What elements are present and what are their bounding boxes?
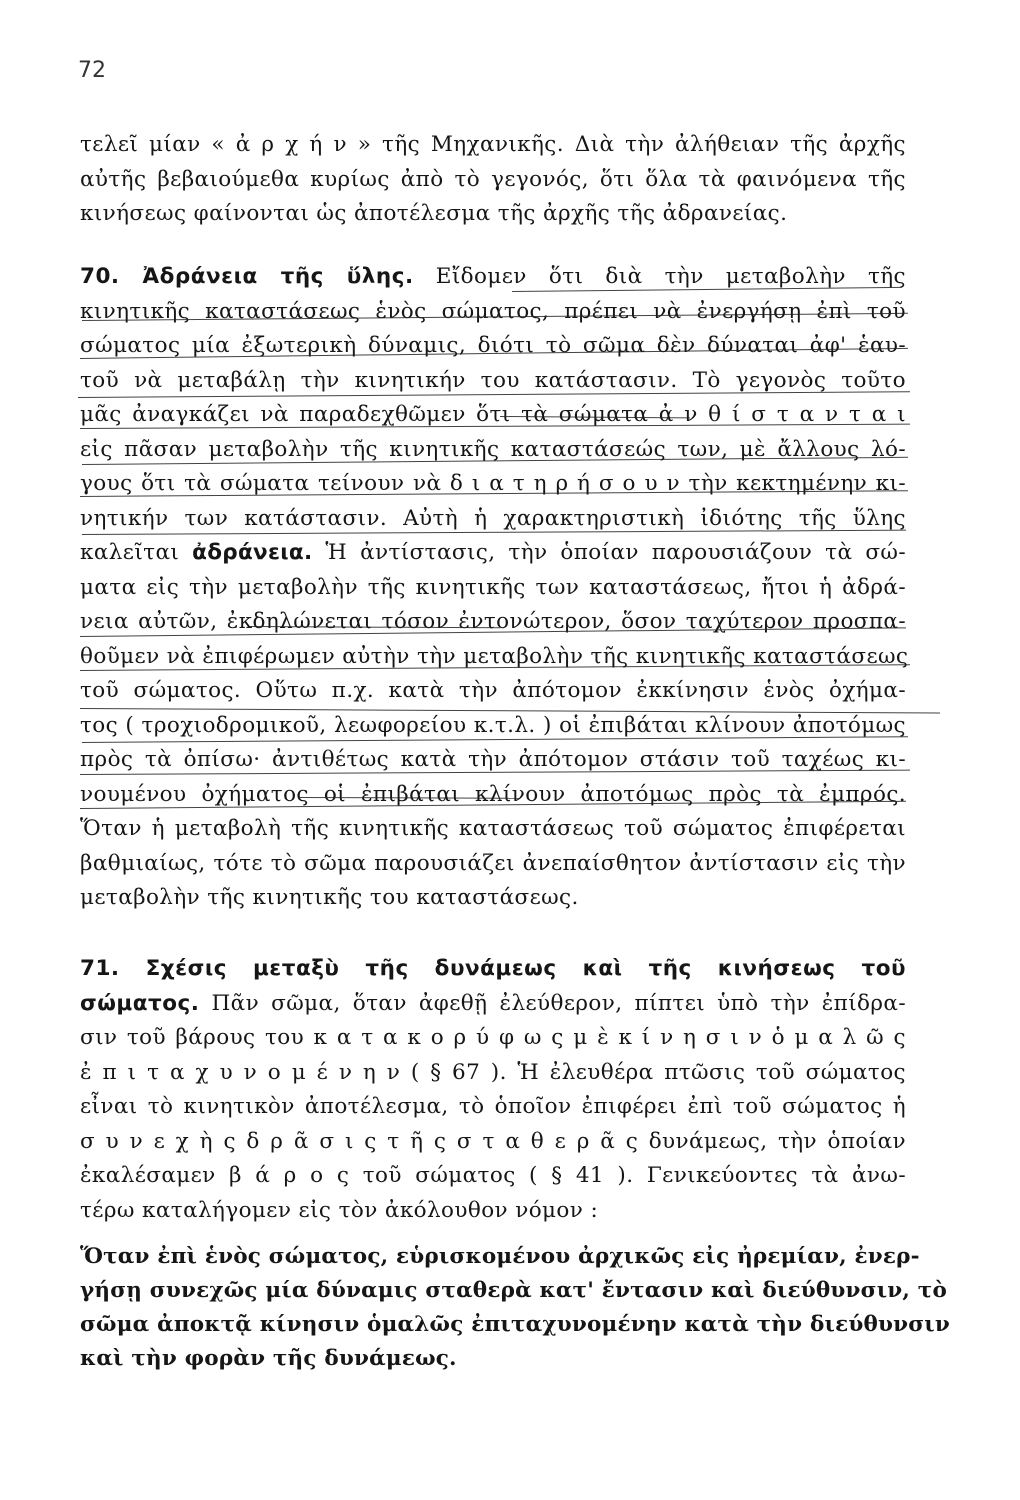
text-line: τέρω καταλήγομεν εἰς τὸν ἀκόλουθον νόμον : <box>80 1197 599 1223</box>
text-fragment: καλεῖται <box>80 540 180 565</box>
section-71-second-line <box>80 987 906 1022</box>
text-line: μεταβολὴν τῆς κινητικῆς του καταστάσεως. <box>80 885 579 910</box>
text-line: κινήσεως φαίνονται ὡς ἀποτέλεσμα τῆς ἀρχῆς τῆς ἀδρανείας. <box>80 201 788 226</box>
section-70-first-line <box>80 260 906 295</box>
intro-paragraph <box>80 128 906 232</box>
text-line: ἐ π ι τ α χ υ ν ο μ έ ν η ν ( § 67 ). Ἡ ἐλευθέρα πτῶσις τοῦ σώματος <box>80 1059 906 1085</box>
text-line-with-term <box>80 536 906 571</box>
text-fragment: Ἡ ἀντίστασις, τὴν ὁποίαν παρουσιάζουν τὰ σώ- <box>325 540 906 565</box>
text-line: νεια αὐτῶν, ἐκδηλώνεται τόσον ἐντονώτερον, ὅσον ταχύτερον προσπα- <box>80 609 906 634</box>
text-line: σιν τοῦ βάρους του κ α τ α κ ο ρ ύ φ ω ς μ ὲ κ ί ν η σ ι ν ὁ μ α λ ῶ ς <box>80 1025 906 1050</box>
text-line: τελεῖ μίαν « ἀ ρ χ ή ν » τῆς Μηχανικῆς. Διὰ τὴν ἀλήθειαν τῆς ἀρχῆς <box>80 132 906 157</box>
law-line: σῶμα ἀποκτᾷ κίνησιν ὁμαλῶς ἐπιταχυνομένην κατὰ τὴν διεύθυνσιν <box>80 1312 951 1337</box>
law-line: γήσῃ συνεχῶς μία δύναμις σταθερὰ κατ' ἔντασιν καὶ διεύθυνσιν, τὸ <box>80 1278 948 1303</box>
text-line: εἶναι τὸ κινητικὸν ἀποτέλεσμα, τὸ ὁποῖον ἐπιφέρει ἐπὶ τοῦ σώματος ἡ <box>80 1094 906 1119</box>
law-statement <box>80 1240 951 1376</box>
law-line: καὶ τὴν φορὰν τῆς δυνάμεως. <box>80 1346 457 1371</box>
text-fragment: Εἴδομεν ὅτι διὰ τὴν μεταβολὴν τῆς <box>435 264 906 289</box>
section-heading: 70. Ἀδράνεια τῆς ὕλης. <box>80 264 414 289</box>
section-heading: 71. Σχέσις μεταξὺ τῆς δυνάμεως καὶ τῆς κινήσεως τοῦ <box>80 956 906 981</box>
text-line: σ υ ν ε χ ὴ ς δ ρ ᾶ σ ι ς τ ῆ ς σ τ α θ ε ρ ᾶ ς δυνάμεως, τὴν ὁποίαν <box>80 1128 906 1154</box>
page-number: 72 <box>78 58 106 83</box>
text-line: ματα εἰς τὴν μεταβολὴν τῆς κινητικῆς των καταστάσεως, ἤτοι ἡ ἀδρά- <box>80 574 906 600</box>
section-heading-cont: σώματος. <box>80 990 200 1016</box>
text-line: νητικήν των κατάστασιν. Αὐτὴ ἡ χαρακτηριστικὴ ἰδιότης τῆς ὕλης <box>80 505 906 531</box>
text-line: μᾶς ἀναγκάζει νὰ παραδεχθῶμεν ὅτι τὰ σώματα ἀ ν θ ί σ τ α ν τ α ι <box>80 402 906 427</box>
text-line: κινητικῆς καταστάσεως ἑνὸς σώματος, πρέπει νὰ ἐνεργήσῃ ἐπὶ τοῦ <box>80 298 906 324</box>
text-line: τοῦ σώματος. Οὕτω π.χ. κατὰ τὴν ἀπότομον ἐκκίνησιν ἑνὸς ὀχήμα- <box>80 678 906 703</box>
text-line: βαθμιαίως, τότε τὸ σῶμα παρουσιάζει ἀνεπαίσθητον ἀντίστασιν εἰς τὴν <box>80 850 906 876</box>
text-line: Ὅταν ἡ μεταβολὴ τῆς κινητικῆς καταστάσεως τοῦ σώματος ἐπιφέρεται <box>80 816 906 841</box>
text-line: γους ὅτι τὰ σώματα τείνουν νὰ δ ι α τ η ρ ή σ ο υ ν τὴν κεκτημένην κι- <box>80 471 906 496</box>
section-71 <box>80 952 906 1228</box>
text-fragment: Πᾶν σῶμα, ὅταν ἀφεθῇ ἐλεύθερον, πίπτει ὑπὸ τὴν ἐπίδρα- <box>211 990 906 1016</box>
section-70 <box>80 260 909 916</box>
text-line: ἐκαλέσαμεν β ά ρ ο ς τοῦ σώματος ( § 41 ). Γενικεύοντες τὰ ἀνω- <box>80 1163 906 1188</box>
law-line: Ὅταν ἐπὶ ἑνὸς σώματος, εὑρισκομένου ἀρχικῶς εἰς ἠρεμίαν, ἐνερ- <box>80 1244 920 1269</box>
text-line: τοῦ νὰ μεταβάλῃ τὴν κινητικήν του κατάστασιν. Τὸ γεγονὸς τοῦτο <box>80 367 906 393</box>
defined-term: ἀδράνεια. <box>192 540 313 565</box>
text-line: νουμένου ὀχήματος οἱ ἐπιβάται κλίνουν ἀποτόμως πρὸς τὰ ἐμπρός. <box>80 781 906 807</box>
text-line: τος ( τροχιοδρομικοῦ, λεωφορείου κ.τ.λ. ) οἱ ἐπιβάται κλίνουν ἀποτόμως <box>80 712 906 738</box>
text-line: θοῦμεν νὰ ἐπιφέρωμεν αὐτὴν τὴν μεταβολὴν τῆς κινητικῆς καταστάσεως <box>80 643 909 669</box>
text-line: αὐτῆς βεβαιούμεθα κυρίως ἀπὸ τὸ γεγονός, ὅτι ὅλα τὰ φαινόμενα τῆς <box>80 166 906 192</box>
text-line: πρὸς τὰ ὀπίσω· ἀντιθέτως κατὰ τὴν ἀπότομον στάσιν τοῦ ταχέως κι- <box>80 747 906 772</box>
text-line: εἰς πᾶσαν μεταβολὴν τῆς κινητικῆς καταστάσεώς των, μὲ ἄλλους λό- <box>80 436 906 462</box>
text-line: σώματος μία ἐξωτερικὴ δύναμις, διότι τὸ σῶμα δὲν δύναται ἀφ' ἑαυ- <box>80 333 906 358</box>
